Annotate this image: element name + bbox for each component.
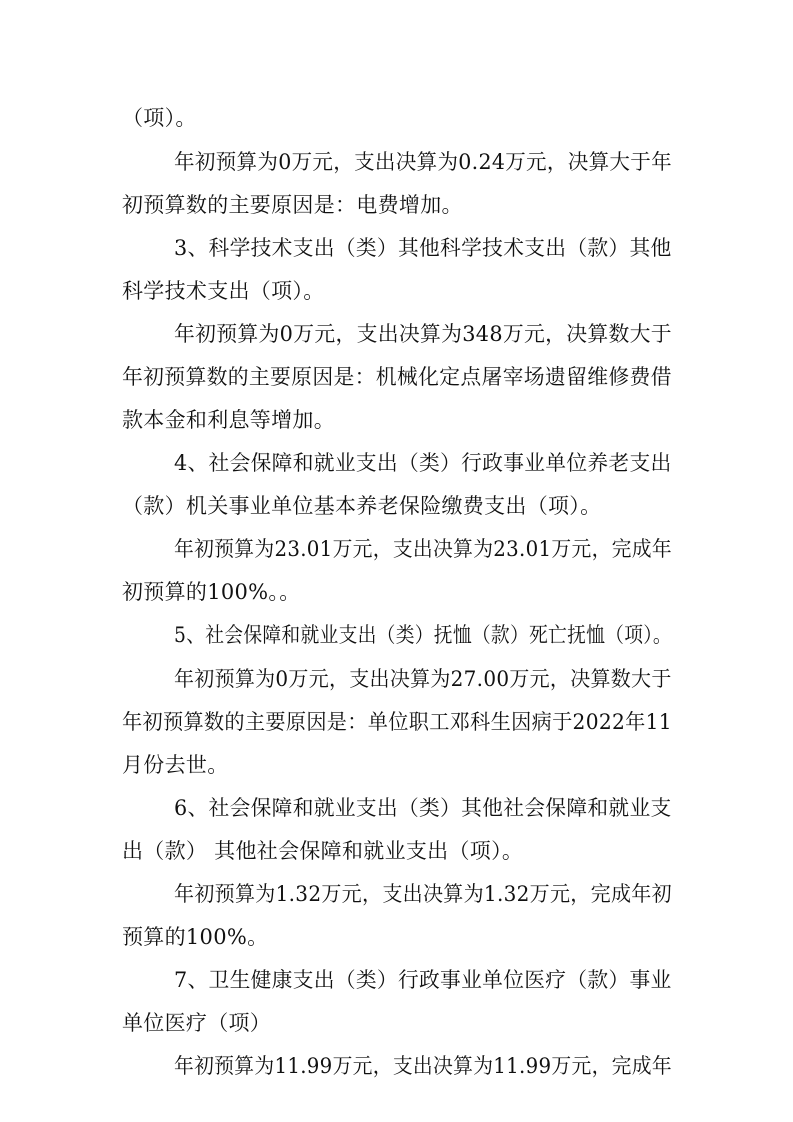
- text-line: 4、社会保障和就业支出（类）行政事业单位养老支出: [174, 451, 672, 475]
- text-line: 年初预算为0万元，支出决算为0.24万元，决算大于年: [174, 150, 672, 174]
- text-line: 年初预算为23.01万元，支出决算为23.01万元，完成年: [174, 537, 672, 561]
- text-line: 年初预算为0万元，支出决算为348万元，决算数大于: [174, 322, 672, 346]
- text-line: 5、社会保障和就业支出（类）抚恤（款）死亡抚恤（项）。: [174, 623, 672, 647]
- text-line: 年初预算为11.99万元，支出决算为11.99万元，完成年: [174, 1054, 672, 1078]
- text-line: 3、科学技术支出（类）其他科学技术支出（款）其他: [174, 236, 672, 260]
- text-line: 月份去世。: [122, 753, 229, 777]
- text-line: 款本金和利息等增加。: [122, 408, 335, 432]
- text-line: （项）。: [122, 106, 197, 130]
- text-line: 年初预算数的主要原因是：单位职工邓科生因病于2022年11: [122, 710, 672, 734]
- text-line: 预算的100%。: [122, 925, 269, 949]
- text-line: （款）机关事业单位基本养老保险缴费支出（项）。: [122, 494, 602, 518]
- text-line: 年初预算为0万元，支出决算为27.00万元，决算数大于: [174, 667, 672, 691]
- text-line: 6、社会保障和就业支出（类）其他社会保障和就业支: [174, 796, 672, 820]
- text-line: 7、卫生健康支出（类）行政事业单位医疗（款）事业: [174, 968, 672, 992]
- text-line: 年初预算数的主要原因是：机械化定点屠宰场遗留维修费借: [122, 365, 672, 389]
- text-line: 初预算的100%。。: [122, 580, 301, 604]
- text-line: 单位医疗（项）: [122, 1011, 272, 1035]
- text-line: 出（款） 其他社会保障和就业支出（项）。: [122, 839, 524, 863]
- text-line: 初预算数的主要原因是：电费增加。: [122, 193, 463, 217]
- text-line: 科学技术支出（项）。: [122, 279, 325, 303]
- text-line: 年初预算为1.32万元，支出决算为1.32万元，完成年初: [174, 882, 672, 906]
